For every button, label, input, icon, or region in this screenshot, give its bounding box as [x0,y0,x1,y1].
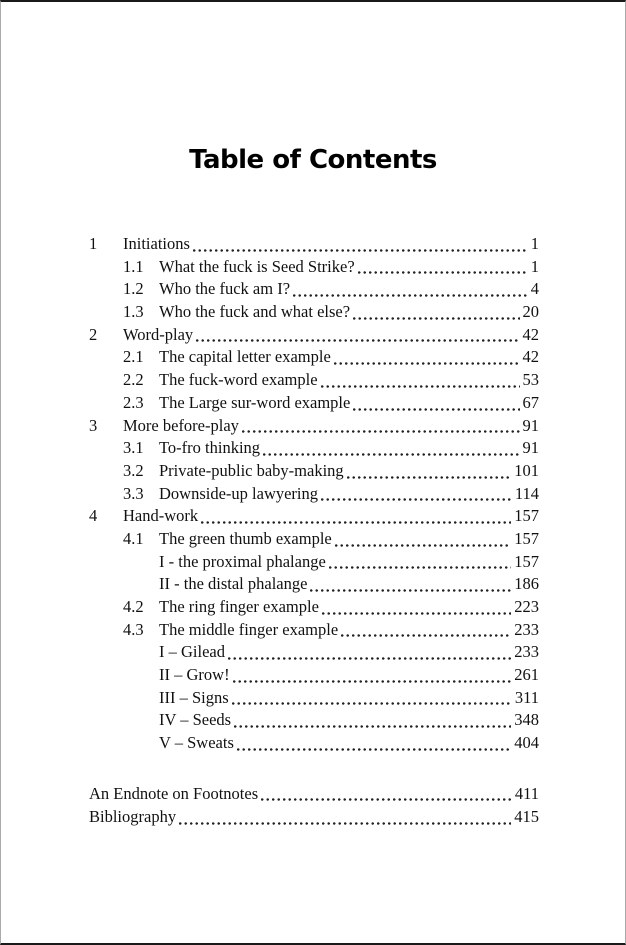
toc-entry-number: 4.2 [123,597,144,616]
toc-entry-number: 1.2 [123,279,144,299]
toc-entry-label: The ring finger example [159,597,319,616]
toc-entry[interactable] [89,483,539,506]
toc-entry-label: II - the distal phalange [159,574,308,594]
toc-entry-page: 348 [514,710,539,730]
toc-entry-label: To-fro thinking [159,438,261,458]
back-matter-list [89,782,539,829]
toc-entry[interactable] [89,732,539,755]
toc-entry-label: An Endnote on Footnotes [89,783,259,803]
toc-entry[interactable] [89,460,539,483]
toc-entry-page: 186 [514,574,539,594]
toc-entry-page: 91 [522,438,539,458]
toc-entry-number: 4 [89,506,98,526]
toc-entry-label: I - the proximal phalange [159,551,326,571]
dot-leader [322,611,511,615]
dot-leader [347,475,512,479]
toc-entry[interactable] [89,551,539,574]
toc-entry-label: Downside-up lawyering [159,483,319,503]
page-title: Table of Contents [189,145,437,175]
toc-entry[interactable] [89,805,539,829]
toc-entry-page: 411 [514,783,539,803]
toc-entry-page: 261 [514,665,539,685]
toc-entry-page: 1 [530,234,539,253]
toc-entry[interactable] [89,415,539,438]
dot-leader [321,384,520,388]
toc-entry-page: 157 [514,528,539,548]
toc-entry-label: Hand-work [123,506,199,526]
dot-leader [329,565,511,569]
dot-leader [233,679,512,683]
dot-leader [335,543,512,547]
toc-entry-label: Who the fuck am I? [159,279,291,299]
toc-entry-page: 157 [514,551,539,571]
toc-entry-number: 2.2 [123,370,144,390]
toc-entry-page: 415 [514,807,539,827]
dot-leader [196,338,519,342]
toc-entry[interactable] [89,505,539,528]
dot-leader [232,701,512,705]
toc-entry-label: The fuck-word example [159,370,318,390]
toc-entry-page: 223 [514,597,539,616]
toc-entry-label: III – Signs [159,687,229,707]
toc-entry-number: 1.3 [123,302,144,322]
toc-entry-label: What the fuck is Seed Strike? [159,256,355,276]
toc-entry[interactable] [89,687,539,710]
toc-entry[interactable] [89,782,539,806]
toc-entry-label: The green thumb example [159,528,332,548]
toc-entry-number: 4.3 [123,619,144,639]
dot-leader [201,520,511,524]
dot-leader [353,407,519,411]
toc-entry[interactable] [89,709,539,732]
toc-entry[interactable] [89,278,539,301]
toc-entry-label: The Large sur-word example [159,392,351,412]
toc-entry-page: 157 [514,506,539,526]
dot-leader [179,821,511,825]
toc-entry[interactable] [89,528,539,551]
toc-entry[interactable] [89,256,539,279]
dot-leader [310,588,511,592]
toc-entry-number: 2.3 [123,392,144,412]
toc-entry-page: 101 [514,460,539,480]
toc-entry-page: 42 [522,324,539,344]
toc-entry-number: 3 [89,415,98,435]
dot-leader [341,633,511,637]
toc-entry-label: Who the fuck and what else? [159,302,351,322]
toc-entry-page: 311 [514,687,539,707]
toc-entry[interactable] [89,301,539,324]
toc-entry-label: V – Sweats [159,733,234,753]
dot-leader [242,429,520,433]
toc-entry-number: 1 [89,234,98,253]
dot-leader [334,361,520,365]
toc-entry-page: 404 [514,733,539,753]
toc-entry-number: 2.1 [123,347,144,367]
toc-entry-label: More before-play [123,415,239,435]
toc-entry-number: 3.1 [123,438,144,458]
dot-leader [358,270,528,274]
toc-entry-label: The middle finger example [159,619,339,639]
toc-entry[interactable] [89,346,539,369]
toc-entry-number: 3.3 [123,483,144,503]
toc-entry-label: I – Gilead [159,642,225,662]
toc-entry[interactable] [89,664,539,687]
toc-entry[interactable] [89,619,539,642]
dot-leader [193,248,528,252]
toc-entry[interactable] [89,369,539,392]
toc-list [89,233,539,755]
toc-entry-page: 20 [522,302,539,322]
toc-entry-number: 1.1 [123,256,144,276]
toc-entry-page: 53 [522,370,539,390]
dot-leader [353,316,519,320]
toc-entry[interactable] [89,596,539,619]
toc-entry-page: 233 [514,642,539,662]
toc-entry[interactable] [89,233,539,256]
toc-entry-number: 3.2 [123,460,144,480]
toc-entry-page: 42 [522,347,539,367]
dot-leader [293,293,528,297]
toc-entry-label: Bibliography [89,807,177,827]
toc-entry-number: 2 [89,324,98,344]
dot-leader [321,497,512,501]
toc-entry[interactable] [89,641,539,664]
toc-entry-label: II – Grow! [159,665,230,685]
toc-entry-page: 233 [514,619,539,639]
toc-entry[interactable] [89,573,539,596]
toc-entry-page: 67 [522,392,539,412]
toc-entry-label: IV – Seeds [159,710,232,730]
toc-entry-page: 114 [514,483,539,503]
toc-entry[interactable] [89,324,539,347]
dot-leader [228,656,511,660]
toc-entry-number: 4.1 [123,528,144,548]
toc-entry-page: 1 [530,256,539,276]
toc-entry-label: Initiations [123,234,190,253]
toc-entry[interactable] [89,437,539,460]
dot-leader [234,724,511,728]
toc-entry-page: 4 [530,279,539,299]
dot-leader [263,452,519,456]
dot-leader [261,797,512,801]
dot-leader [237,747,511,751]
toc-entry[interactable] [89,392,539,415]
toc-entry-label: The capital letter example [159,347,331,367]
toc-entry-page: 91 [522,415,539,435]
toc-entry-label: Word-play [123,324,194,344]
toc-entry-label: Private-public baby-making [159,460,344,480]
